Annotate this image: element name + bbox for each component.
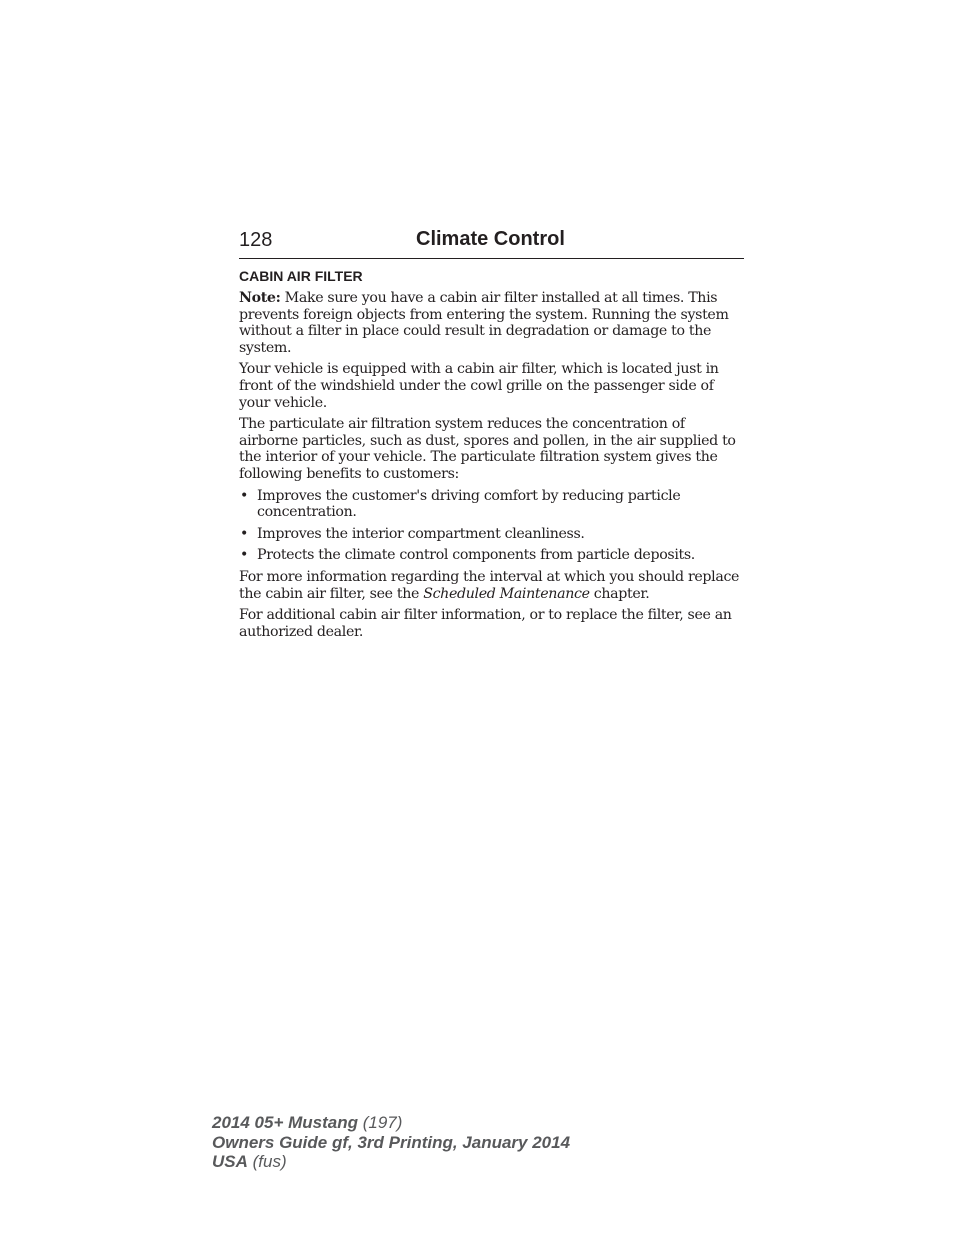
chapter-reference: Scheduled Maintenance xyxy=(423,585,590,602)
footer-model-code: (197) xyxy=(358,1113,403,1132)
section-heading: CABIN AIR FILTER xyxy=(239,268,363,284)
main-content xyxy=(239,267,744,645)
footer-market: USA xyxy=(212,1152,248,1171)
note-paragraph xyxy=(239,290,744,356)
filter-location-paragraph: Your vehicle is equipped with a cabin air filter, which is located just in front of the windshield under the cowl grille on the passenger side of your vehicle. xyxy=(239,361,719,411)
list-item xyxy=(239,547,744,564)
bullet-icon: • xyxy=(240,547,249,564)
para-text: chapter. xyxy=(589,585,650,602)
footer-model: 2014 05+ Mustang xyxy=(212,1113,358,1132)
filtration-system-paragraph: The particulate air filtration system reduces the concentration of airborne particles, such as dust, spores and pollen, in the air supplied to the interior of your vehicle. The particulate filtration system gives the following benefits to customers: xyxy=(239,416,736,482)
benefits-list xyxy=(239,488,744,564)
list-item-text: Improves the interior compartment cleanliness. xyxy=(257,525,585,542)
footer-line-2: Owners Guide gf, 3rd Printing, January 2014 xyxy=(212,1132,571,1152)
footer-line-3 xyxy=(212,1152,570,1172)
page-footer xyxy=(212,1113,570,1172)
list-item xyxy=(239,488,744,521)
note-label: Note: xyxy=(239,290,281,306)
page-number: 128 xyxy=(239,229,273,251)
note-text: Make sure you have a cabin air filter installed at all times. This prevents foreign objects from entering the system. Running the system without a filter in place could result in degradation or damage to the system. xyxy=(239,290,729,356)
bullet-icon: • xyxy=(240,487,249,504)
dealer-paragraph: For additional cabin air filter information, or to replace the filter, see an authorized dealer. xyxy=(239,607,732,640)
footer-market-code: (fus) xyxy=(247,1152,287,1171)
list-item-text: Protects the climate control components from particle deposits. xyxy=(257,547,695,564)
page-header xyxy=(239,227,744,259)
chapter-title: Climate Control xyxy=(416,228,565,250)
para-text: For more information regarding the interval at which you should replace the cabin air filter, see the xyxy=(239,568,740,602)
list-item xyxy=(239,526,744,543)
bullet-icon: • xyxy=(240,525,249,542)
footer-line-1 xyxy=(212,1113,570,1133)
maintenance-interval-paragraph xyxy=(239,569,744,602)
list-item-text: Improves the customer's driving comfort by reducing particle concentration. xyxy=(257,487,681,521)
